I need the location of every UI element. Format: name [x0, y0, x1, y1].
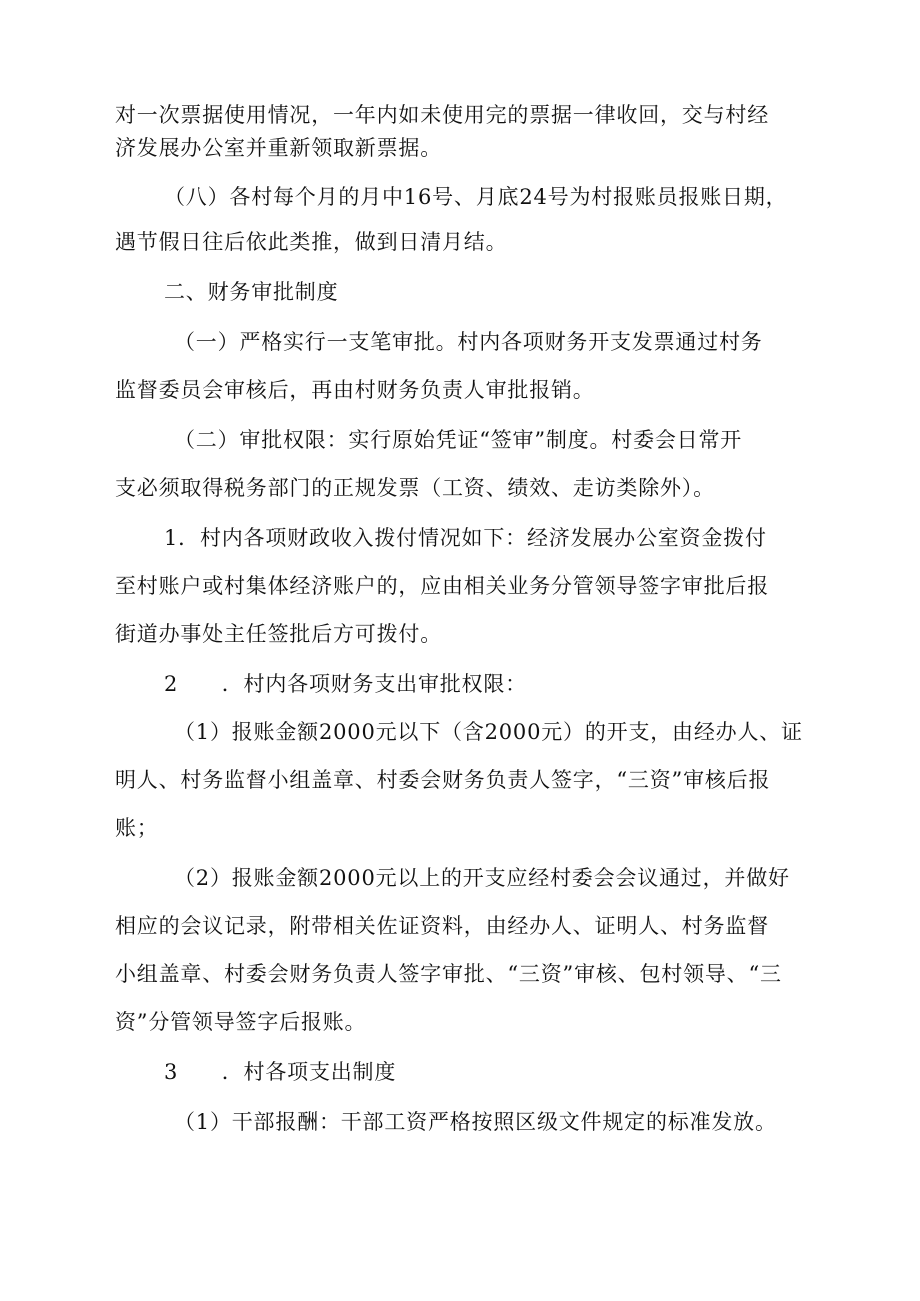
body-line: 2 ．村内各项财务支出审批权限： [164, 672, 527, 696]
body-line: 遇节假日往后依此类推，做到日清月结。 [115, 230, 508, 254]
body-line: （八）各村每个月的月中16号、月底24号为村报账员报账日期， [164, 185, 788, 209]
body-line: 3 ．村各项支出制度 [164, 1060, 397, 1084]
body-line: （2）报账金额2000元以上的开支应经村委会会议通过，并做好 [174, 866, 790, 890]
body-line: 至村账户或村集体经济账户的，应由相关业务分管领导签字审批后报 [115, 574, 769, 598]
body-line: （二）审批权限：实行原始凭证“签审”制度。村委会日常开 [174, 428, 743, 452]
body-line: 1．村内各项财政收入拨付情况如下：经济发展办公室资金拨付 [164, 526, 767, 550]
body-line: 相应的会议记录，附带相关佐证资料，由经办人、证明人、村务监督 [115, 914, 769, 938]
body-line: 明人、村务监督小组盖章、村委会财务负责人签字，“三资”审核后报 [115, 768, 771, 792]
body-line: （1）干部报酬：干部工资严格按照区级文件规定的标准发放。 [174, 1110, 777, 1134]
body-line: 济发展办公室并重新领取新票据。 [115, 136, 442, 160]
section-heading: 二、财务审批制度 [164, 280, 339, 304]
body-line: 小组盖章、村委会财务负责人签字审批、“三资”审核、包村领导、“三 [115, 962, 782, 986]
body-line: 街道办事处主任签批后方可拨付。 [115, 622, 442, 646]
body-line: （1）报账金额2000元以下（含2000元）的开支，由经办人、证 [174, 720, 803, 744]
body-line: 对一次票据使用情况，一年内如未使用完的票据一律收回，交与村经 [115, 103, 769, 127]
body-line: 支必须取得税务部门的正规发票（工资、绩效、走访类除外）。 [115, 476, 715, 500]
body-line: 监督委员会审核后，再由村财务负责人审批报销。 [115, 378, 595, 402]
body-line: 账； [115, 816, 159, 840]
body-line: 资”分管领导签字后报账。 [115, 1010, 367, 1034]
body-line: （一）严格实行一支笔审批。村内各项财务开支发票通过村务 [174, 330, 763, 354]
